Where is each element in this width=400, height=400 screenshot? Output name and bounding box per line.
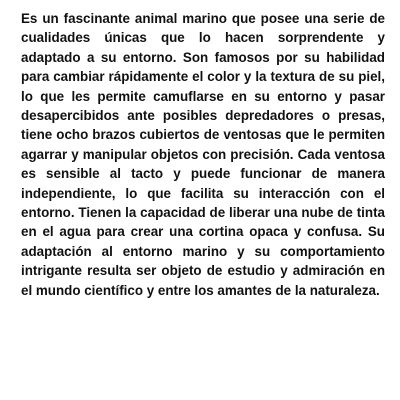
body-paragraph: Es un fascinante animal marino que posee una serie de cualidades únicas que lo hacen sorprendente y adaptado a su entorno. Son famosos por su habilidad para cambiar rápidamente el color y la textura de su piel, lo que les permite camuflarse en su entorno y pasar desapercibidos ante posibles depredadores o presas, tiene ocho brazos cubiertos de ventosas que le permiten agarrar y manipular objetos con precisión. Cada ventosa es sensible al tacto y puede funcionar de manera independiente, lo que facilita su interacción con el entorno. Tienen la capacidad de liberar una nube de tinta en el agua para crear una cortina opaca y confusa. Su adaptación al entorno marino y su comportamiento intrigante resulta ser objeto de estudio y admiración en el mundo científico y entre los amantes de la naturaleza. — [21, 11, 385, 298]
